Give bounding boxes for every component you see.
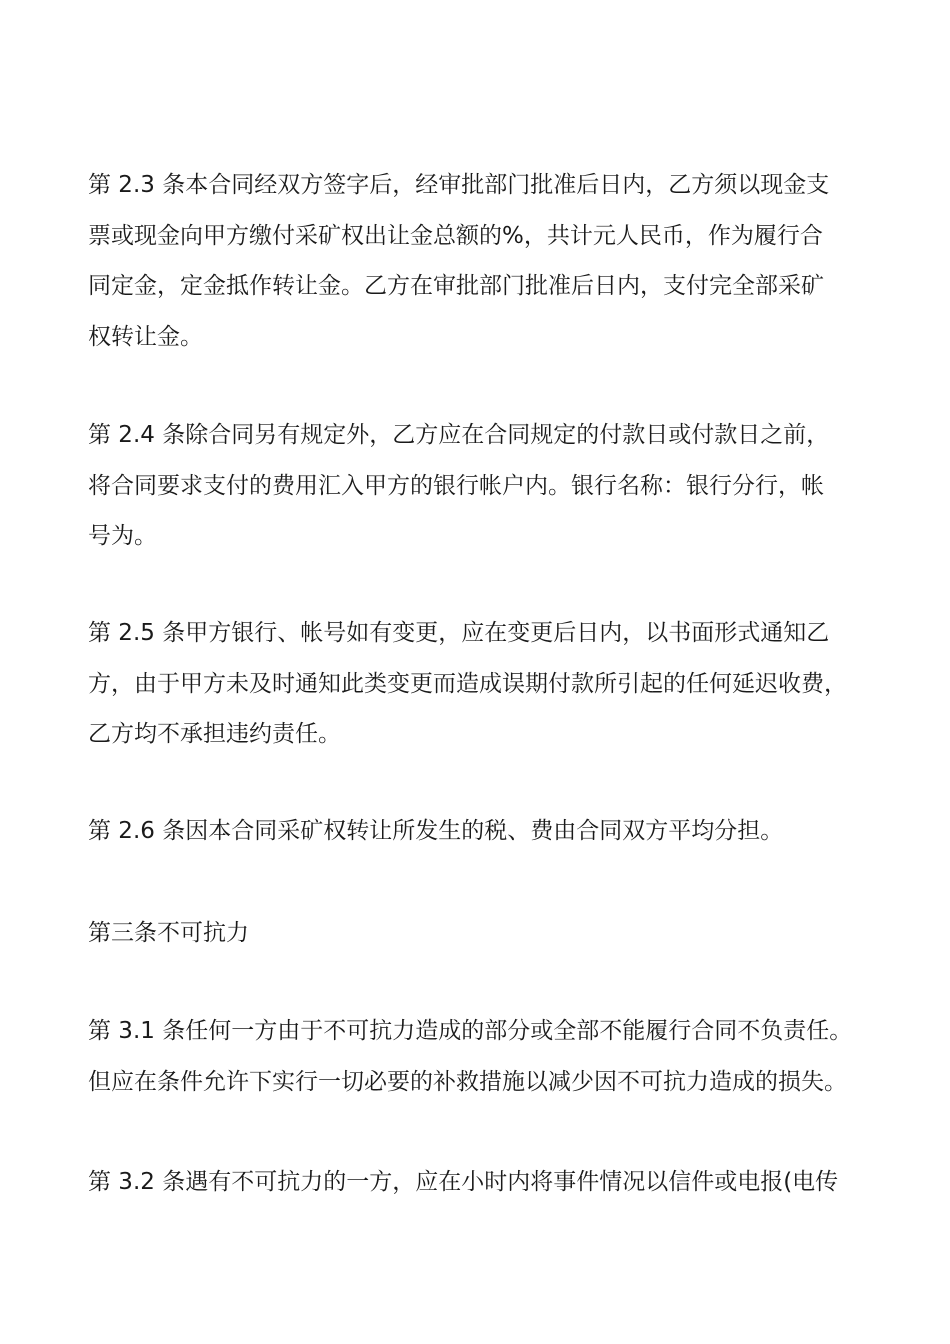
paragraph-article-2-6 xyxy=(88,806,888,857)
text-line: 方，由于甲方未及时通知此类变更而造成误期付款所引起的任何延迟收费， xyxy=(88,670,847,697)
paragraph-article-2-5 xyxy=(88,608,888,760)
text-line: 乙方均不承担违约责任。 xyxy=(88,721,341,747)
text-line: 第 2.5 条甲方银行、帐号如有变更，应在变更后日内，以书面形式通知乙 xyxy=(88,620,830,646)
text-line: 第 3.1 条任何一方由于不可抗力造成的部分或全部不能履行合同不负责任。 xyxy=(88,1018,853,1044)
text-line: 号为。 xyxy=(88,523,157,549)
section-heading-article-3 xyxy=(88,908,888,959)
text-line: 第 2.3 条本合同经双方签字后，经审批部门批准后日内，乙方须以现金支 xyxy=(88,172,830,198)
text-line: 第 2.6 条因本合同采矿权转让所发生的税、费由合同双方平均分担。 xyxy=(88,818,784,844)
paragraph-article-2-3 xyxy=(88,160,888,362)
text-line: 第 3.2 条遇有不可抗力的一方，应在小时内将事件情况以信件或电报(电传 xyxy=(88,1169,839,1195)
text-line: 权转让金。 xyxy=(88,323,203,350)
text-line: 将合同要求支付的费用汇入甲方的银行帐户内。银行名称：银行分行，帐 xyxy=(88,472,824,499)
text-line: 票或现金向甲方缴付采矿权出让金总额的%，共计元人民币，作为履行合 xyxy=(88,222,823,249)
paragraph-article-3-2 xyxy=(88,1157,888,1208)
paragraph-article-2-4 xyxy=(88,410,888,562)
text-line: 第 2.4 条除合同另有规定外，乙方应在合同规定的付款日或付款日之前， xyxy=(88,422,830,448)
text-line: 第三条不可抗力 xyxy=(88,920,249,946)
text-line: 同定金，定金抵作转让金。乙方在审批部门批准后日内，支付完全部采矿 xyxy=(88,273,824,299)
text-line: 但应在条件允许下实行一切必要的补救措施以减少因不可抗力造成的损失。 xyxy=(88,1068,847,1095)
paragraph-article-3-1 xyxy=(88,1006,888,1107)
